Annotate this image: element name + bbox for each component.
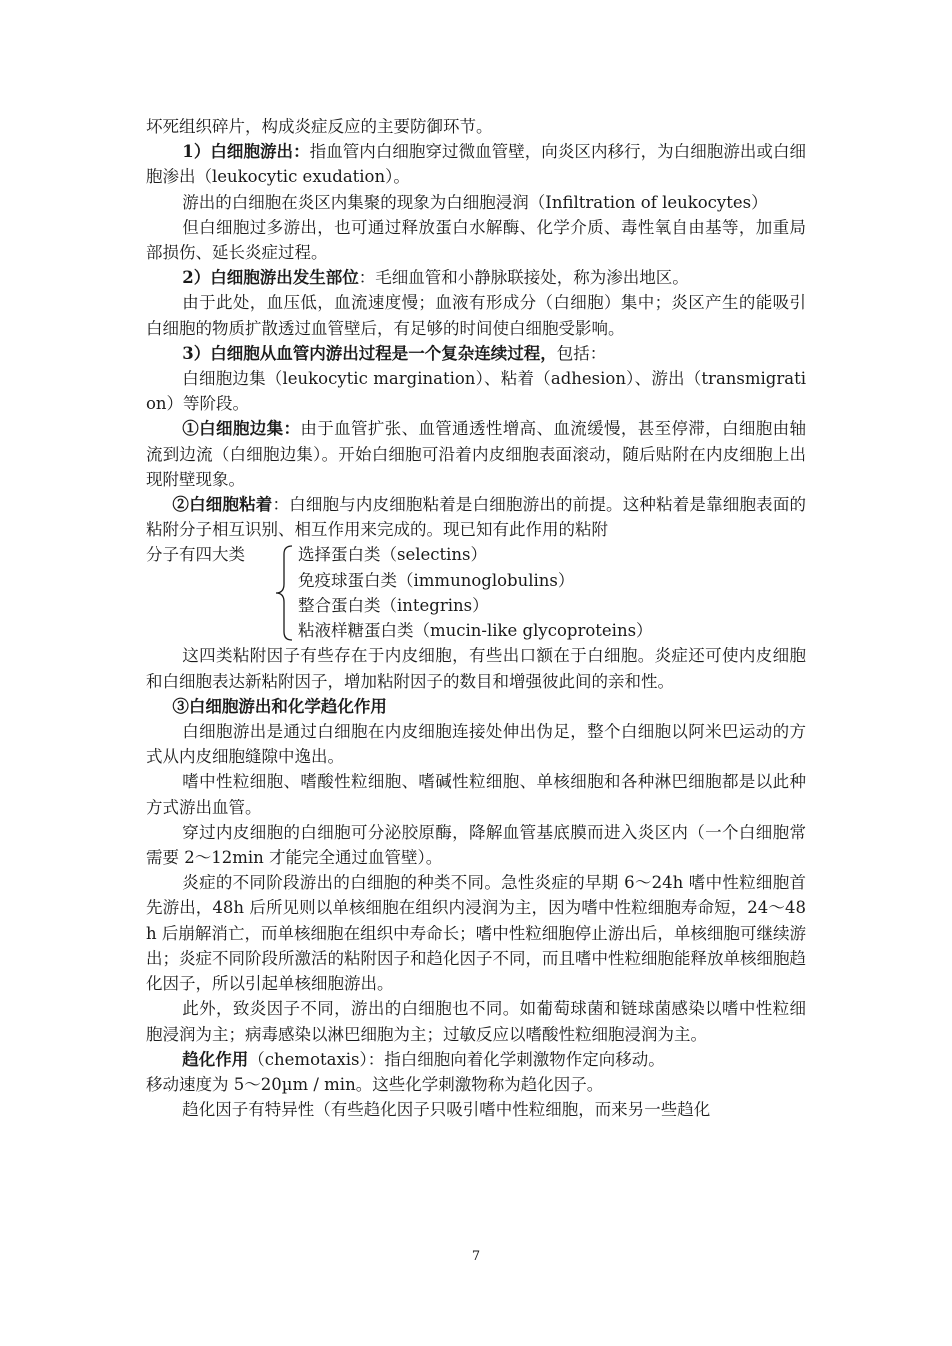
list-items [298,542,653,643]
list-label: 分子有四大类 [146,545,245,565]
paragraph: 趋化因子有特异性（有些趋化因子只吸引嗜中性粒细胞，而来另一些趋化 [182,1100,711,1120]
paragraph: 嗜中性粒细胞、嗜酸性粒细胞、嗜碱性粒细胞、单核细胞和各种淋巴细胞都是以此种方式游出血管。 [146,772,806,817]
paragraph: 1）白细胞游出：指血管内白细胞穿过微血管壁，向炎区内移行，为白细胞游出或白细胞渗出（leukocytic exudation）。 [146,142,807,187]
paragraph: 游出的白细胞在炎区内集聚的现象为白细胞浸润（Infiltration of leukocytes） [182,192,768,212]
list-item: 免疫球蛋白类（immunoglobulins） [298,570,575,590]
paragraph: 2）白细胞游出发生部位：毛细血管和小静脉联接处，称为渗出地区。 [182,268,689,288]
paragraph: 移动速度为 5～20µm / min。这些化学刺激物称为趋化因子。 [146,1074,604,1094]
paragraph: ②白细胞粘着：白细胞与内皮细胞粘着是白细胞游出的前提。这种粘着是靠细胞表面的粘附分子相互识别、相互作用来完成的。现已知有此作用的粘附 [146,495,807,540]
curly-brace-icon [270,544,296,642]
list-item: 选择蛋白类（selectins） [298,545,488,565]
paragraph: 坏死组织碎片，构成炎症反应的主要防御环节。 [146,117,493,136]
paragraph: 这四类粘附因子有些存在于内皮细胞，有些出口额在于白细胞。炎症还可使内皮细胞和白细胞表达新粘附因子，增加粘附因子的数目和增强彼此间的亲和性。 [146,646,806,691]
document-body [146,114,806,1122]
paragraph: 趋化作用（chemotaxis）：指白细胞向着化学刺激物作定向移动。 [182,1049,665,1069]
list-item: 整合蛋白类（integrins） [298,595,489,615]
paragraph: 炎症的不同阶段游出的白细胞的种类不同。急性炎症的早期 6～24h 嗜中性粒细胞首先游出，48h 后所见则以单核细胞在组织内浸润为主，因为嗜中性粒细胞寿命短，24～48h 后崩解消亡，而单核细胞在组织中寿命长；嗜中性粒细胞停止游出后，单核细胞可继续游出；炎症不同阶段所激活的粘附因子和趋化因子不同，而且嗜中性粒细胞能释放单核细胞趋化因子，所以引起单核细胞游出。 [146,873,806,994]
list-item: 粘液样糖蛋白类（mucin-like glycoproteins） [298,621,653,641]
paragraph: 穿过内皮细胞的白细胞可分泌胶原酶，降解血管基底膜而进入炎区内（一个白细胞常需要 2～12min 才能完全通过血管壁）。 [146,822,806,868]
paragraph: ①白细胞边集：由于血管扩张、血管通透性增高、血流缓慢，甚至停滞，白细胞由轴流到边流（白细胞边集）。开始白细胞可沿着内皮细胞表面滚动，随后贴附在内皮细胞上出现附壁现象。 [146,419,807,489]
section-heading: ③白细胞游出和化学趋化作用 [172,696,387,716]
paragraph: 3）白细胞从血管内游出过程是一个复杂连续过程，包括： [182,343,607,363]
paragraph: 白细胞边集（leukocytic margination）、粘着（adhesion）、游出（transmigration）等阶段。 [146,369,806,414]
page-number: 7 [471,1249,481,1264]
paragraph: 由于此处，血压低，血流速度慢；血液有形成分（白细胞）集中；炎区产生的能吸引白细胞的物质扩散透过血管壁后，有足够的时间使白细胞受影响。 [146,293,806,338]
paragraph: 白细胞游出是通过白细胞在内皮细胞连接处伸出伪足，整个白细胞以阿米巴运动的方式从内皮细胞缝隙中逸出。 [146,722,806,767]
adhesion-molecule-list [146,542,806,643]
paragraph: 此外，致炎因子不同，游出的白细胞也不同。如葡萄球菌和链球菌感染以嗜中性粒细胞浸润为主；病毒感染以淋巴细胞为主；过敏反应以嗜酸性粒细胞浸润为主。 [146,999,806,1044]
paragraph: 但白细胞过多游出，也可通过释放蛋白水解酶、化学介质、毒性氧自由基等，加重局部损伤、延长炎症过程。 [146,217,806,263]
